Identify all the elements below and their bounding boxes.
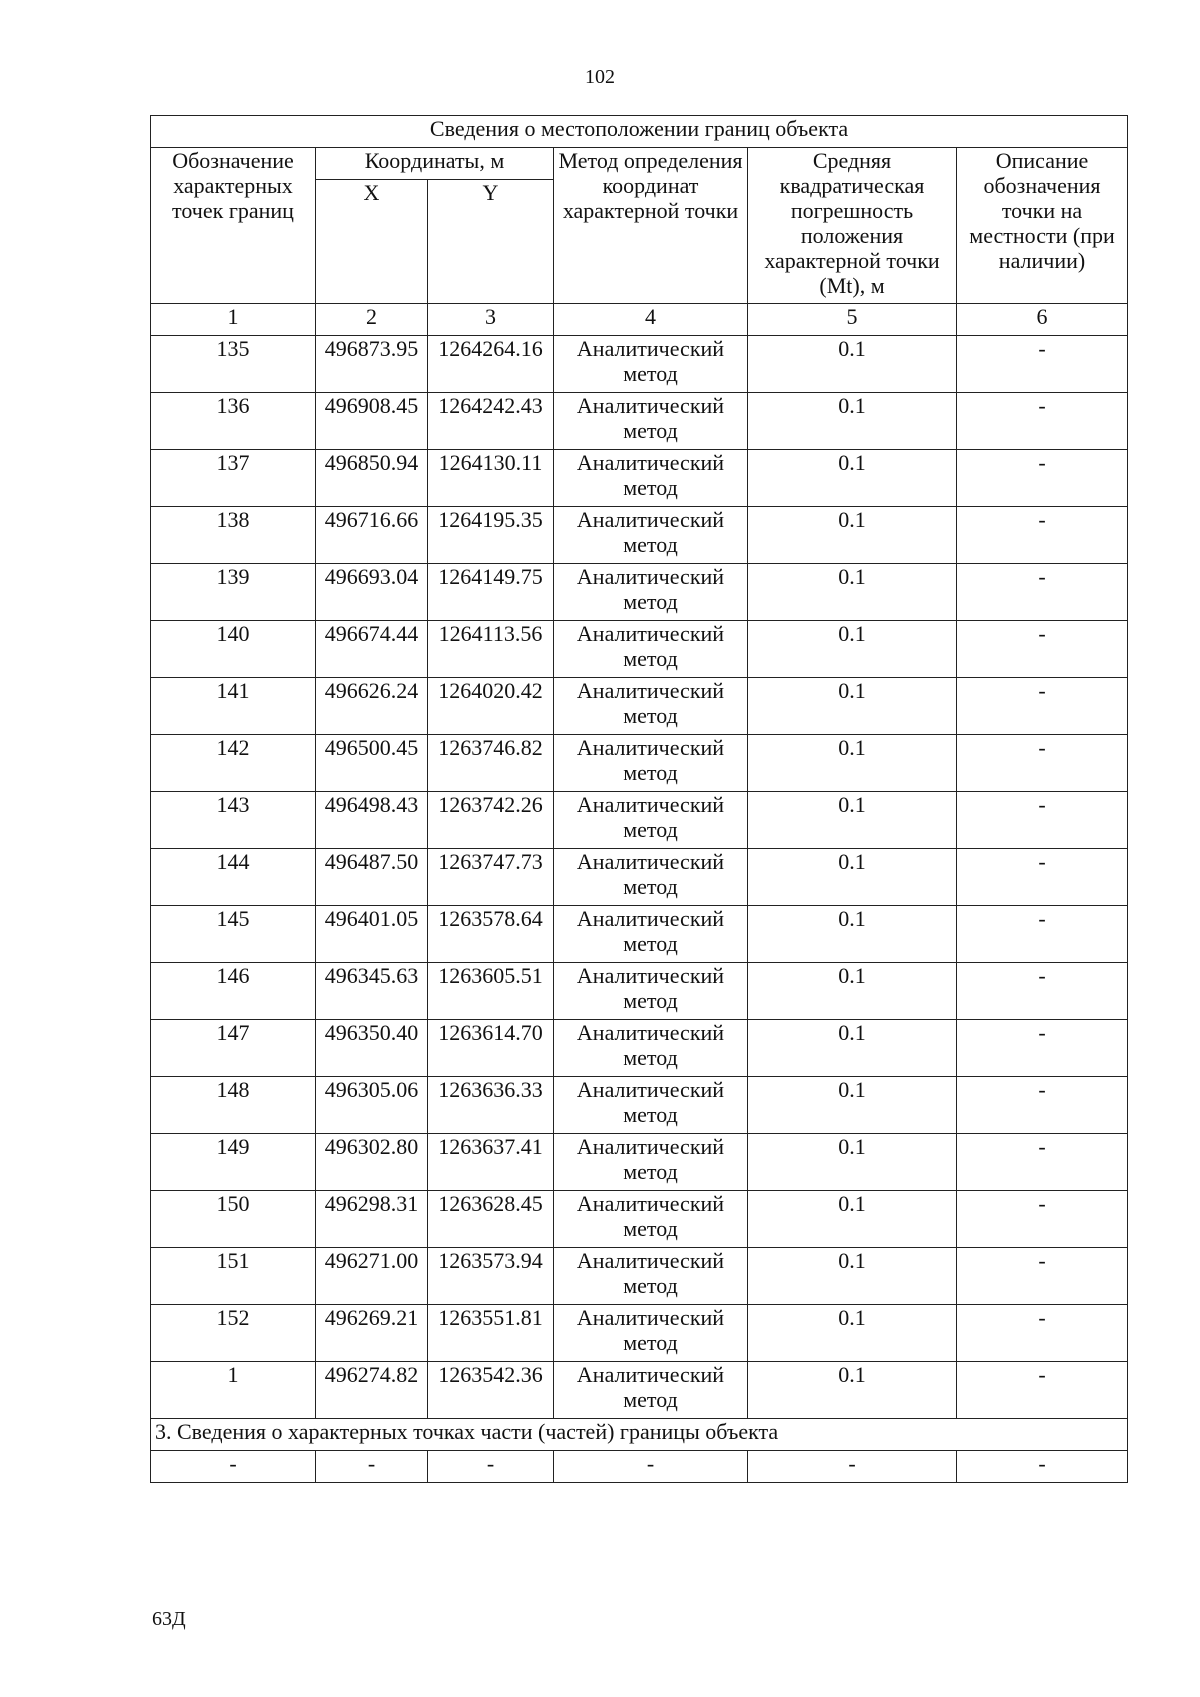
y-coordinate-cell: 1263578.64 bbox=[428, 906, 554, 963]
method-cell: Аналитический метод bbox=[554, 1134, 748, 1191]
y-coordinate-cell: 1264264.16 bbox=[428, 336, 554, 393]
description-cell: - bbox=[957, 963, 1128, 1020]
x-coordinate-cell: 496274.82 bbox=[316, 1362, 428, 1419]
error-cell: 0.1 bbox=[748, 1248, 957, 1305]
point-cell: 137 bbox=[151, 450, 316, 507]
table-row bbox=[151, 1191, 1128, 1248]
header-x: X bbox=[316, 180, 428, 304]
y-coordinate-cell: 1263551.81 bbox=[428, 1305, 554, 1362]
table-row bbox=[151, 792, 1128, 849]
method-cell: Аналитический метод bbox=[554, 1305, 748, 1362]
page-number: 102 bbox=[585, 66, 615, 88]
column-number: 5 bbox=[748, 304, 957, 336]
point-cell: 140 bbox=[151, 621, 316, 678]
method-cell: Аналитический метод bbox=[554, 1077, 748, 1134]
header-coordinates: Координаты, м bbox=[316, 148, 554, 180]
x-coordinate-cell: 496626.24 bbox=[316, 678, 428, 735]
x-coordinate-cell: 496345.63 bbox=[316, 963, 428, 1020]
x-coordinate-cell: 496487.50 bbox=[316, 849, 428, 906]
x-coordinate-cell: 496500.45 bbox=[316, 735, 428, 792]
y-coordinate-cell: 1263637.41 bbox=[428, 1134, 554, 1191]
table-row bbox=[151, 507, 1128, 564]
error-cell: 0.1 bbox=[748, 1020, 957, 1077]
boundary-coordinates-table bbox=[150, 115, 1128, 1483]
error-cell: 0.1 bbox=[748, 336, 957, 393]
table-row bbox=[151, 906, 1128, 963]
header-point: Обозначение характерных точек границ bbox=[151, 148, 316, 304]
description-cell: - bbox=[957, 1305, 1128, 1362]
method-cell: Аналитический метод bbox=[554, 336, 748, 393]
header-method: Метод определения координат характерной точки bbox=[554, 148, 748, 304]
point-cell: 149 bbox=[151, 1134, 316, 1191]
point-cell: 151 bbox=[151, 1248, 316, 1305]
method-cell: Аналитический метод bbox=[554, 792, 748, 849]
error-cell: 0.1 bbox=[748, 792, 957, 849]
method-cell: Аналитический метод bbox=[554, 906, 748, 963]
method-cell: Аналитический метод bbox=[554, 564, 748, 621]
table-cell: - bbox=[957, 1451, 1128, 1483]
table-row bbox=[151, 1248, 1128, 1305]
description-cell: - bbox=[957, 336, 1128, 393]
column-number: 3 bbox=[428, 304, 554, 336]
table-cell: - bbox=[748, 1451, 957, 1483]
method-cell: Аналитический метод bbox=[554, 507, 748, 564]
error-cell: 0.1 bbox=[748, 621, 957, 678]
table-cell: - bbox=[554, 1451, 748, 1483]
section-3-row bbox=[151, 1451, 1128, 1483]
method-cell: Аналитический метод bbox=[554, 450, 748, 507]
error-cell: 0.1 bbox=[748, 1305, 957, 1362]
header-description: Описание обозначения точки на местности (при наличии) bbox=[957, 148, 1128, 304]
method-cell: Аналитический метод bbox=[554, 735, 748, 792]
method-cell: Аналитический метод bbox=[554, 849, 748, 906]
y-coordinate-cell: 1264113.56 bbox=[428, 621, 554, 678]
point-cell: 138 bbox=[151, 507, 316, 564]
column-numbers-row bbox=[151, 304, 1128, 336]
table-title: Сведения о местоположении границ объекта bbox=[151, 116, 1128, 148]
x-coordinate-cell: 496693.04 bbox=[316, 564, 428, 621]
y-coordinate-cell: 1263614.70 bbox=[428, 1020, 554, 1077]
table-row bbox=[151, 735, 1128, 792]
y-coordinate-cell: 1264242.43 bbox=[428, 393, 554, 450]
x-coordinate-cell: 496401.05 bbox=[316, 906, 428, 963]
point-cell: 145 bbox=[151, 906, 316, 963]
description-cell: - bbox=[957, 678, 1128, 735]
point-cell: 147 bbox=[151, 1020, 316, 1077]
error-cell: 0.1 bbox=[748, 906, 957, 963]
x-coordinate-cell: 496873.95 bbox=[316, 336, 428, 393]
description-cell: - bbox=[957, 849, 1128, 906]
error-cell: 0.1 bbox=[748, 849, 957, 906]
point-cell: 148 bbox=[151, 1077, 316, 1134]
footer-code: 63Д bbox=[152, 1608, 186, 1630]
error-cell: 0.1 bbox=[748, 678, 957, 735]
method-cell: Аналитический метод bbox=[554, 1248, 748, 1305]
description-cell: - bbox=[957, 450, 1128, 507]
table-row bbox=[151, 1020, 1128, 1077]
x-coordinate-cell: 496498.43 bbox=[316, 792, 428, 849]
table-cell: - bbox=[428, 1451, 554, 1483]
table-row bbox=[151, 393, 1128, 450]
x-coordinate-cell: 496298.31 bbox=[316, 1191, 428, 1248]
table-row bbox=[151, 450, 1128, 507]
point-cell: 135 bbox=[151, 336, 316, 393]
x-coordinate-cell: 496269.21 bbox=[316, 1305, 428, 1362]
description-cell: - bbox=[957, 792, 1128, 849]
y-coordinate-cell: 1263742.26 bbox=[428, 792, 554, 849]
error-cell: 0.1 bbox=[748, 735, 957, 792]
description-cell: - bbox=[957, 621, 1128, 678]
y-coordinate-cell: 1264149.75 bbox=[428, 564, 554, 621]
description-cell: - bbox=[957, 564, 1128, 621]
description-cell: - bbox=[957, 1191, 1128, 1248]
y-coordinate-cell: 1263747.73 bbox=[428, 849, 554, 906]
point-cell: 141 bbox=[151, 678, 316, 735]
method-cell: Аналитический метод bbox=[554, 678, 748, 735]
description-cell: - bbox=[957, 735, 1128, 792]
column-number: 4 bbox=[554, 304, 748, 336]
header-y: Y bbox=[428, 180, 554, 304]
point-cell: 143 bbox=[151, 792, 316, 849]
y-coordinate-cell: 1264195.35 bbox=[428, 507, 554, 564]
y-coordinate-cell: 1263636.33 bbox=[428, 1077, 554, 1134]
description-cell: - bbox=[957, 507, 1128, 564]
table-cell: - bbox=[151, 1451, 316, 1483]
table-row bbox=[151, 564, 1128, 621]
column-number: 6 bbox=[957, 304, 1128, 336]
error-cell: 0.1 bbox=[748, 1077, 957, 1134]
y-coordinate-cell: 1263573.94 bbox=[428, 1248, 554, 1305]
table-row bbox=[151, 1077, 1128, 1134]
error-cell: 0.1 bbox=[748, 393, 957, 450]
table-row bbox=[151, 1362, 1128, 1419]
description-cell: - bbox=[957, 1248, 1128, 1305]
x-coordinate-cell: 496305.06 bbox=[316, 1077, 428, 1134]
description-cell: - bbox=[957, 1077, 1128, 1134]
y-coordinate-cell: 1263628.45 bbox=[428, 1191, 554, 1248]
method-cell: Аналитический метод bbox=[554, 621, 748, 678]
error-cell: 0.1 bbox=[748, 1191, 957, 1248]
point-cell: 139 bbox=[151, 564, 316, 621]
y-coordinate-cell: 1264020.42 bbox=[428, 678, 554, 735]
method-cell: Аналитический метод bbox=[554, 963, 748, 1020]
point-cell: 136 bbox=[151, 393, 316, 450]
point-cell: 152 bbox=[151, 1305, 316, 1362]
column-number: 2 bbox=[316, 304, 428, 336]
table-row bbox=[151, 336, 1128, 393]
point-cell: 144 bbox=[151, 849, 316, 906]
table-row bbox=[151, 1305, 1128, 1362]
method-cell: Аналитический метод bbox=[554, 1020, 748, 1077]
description-cell: - bbox=[957, 906, 1128, 963]
table-cell: - bbox=[316, 1451, 428, 1483]
x-coordinate-cell: 496908.45 bbox=[316, 393, 428, 450]
error-cell: 0.1 bbox=[748, 564, 957, 621]
y-coordinate-cell: 1263542.36 bbox=[428, 1362, 554, 1419]
section-3-title: 3. Сведения о характерных точках части (частей) границы объекта bbox=[151, 1419, 1128, 1451]
y-coordinate-cell: 1263746.82 bbox=[428, 735, 554, 792]
table-row bbox=[151, 621, 1128, 678]
description-cell: - bbox=[957, 1362, 1128, 1419]
x-coordinate-cell: 496850.94 bbox=[316, 450, 428, 507]
x-coordinate-cell: 496350.40 bbox=[316, 1020, 428, 1077]
table-row bbox=[151, 1134, 1128, 1191]
table-row bbox=[151, 849, 1128, 906]
method-cell: Аналитический метод bbox=[554, 1191, 748, 1248]
x-coordinate-cell: 496302.80 bbox=[316, 1134, 428, 1191]
table-row bbox=[151, 963, 1128, 1020]
error-cell: 0.1 bbox=[748, 963, 957, 1020]
error-cell: 0.1 bbox=[748, 1134, 957, 1191]
method-cell: Аналитический метод bbox=[554, 393, 748, 450]
point-cell: 146 bbox=[151, 963, 316, 1020]
y-coordinate-cell: 1264130.11 bbox=[428, 450, 554, 507]
point-cell: 1 bbox=[151, 1362, 316, 1419]
y-coordinate-cell: 1263605.51 bbox=[428, 963, 554, 1020]
x-coordinate-cell: 496716.66 bbox=[316, 507, 428, 564]
error-cell: 0.1 bbox=[748, 450, 957, 507]
error-cell: 0.1 bbox=[748, 507, 957, 564]
error-cell: 0.1 bbox=[748, 1362, 957, 1419]
point-cell: 150 bbox=[151, 1191, 316, 1248]
table-row bbox=[151, 678, 1128, 735]
x-coordinate-cell: 496674.44 bbox=[316, 621, 428, 678]
method-cell: Аналитический метод bbox=[554, 1362, 748, 1419]
description-cell: - bbox=[957, 1020, 1128, 1077]
point-cell: 142 bbox=[151, 735, 316, 792]
header-error: Средняя квадратическая погрешность положения характерной точки (Mt), м bbox=[748, 148, 957, 304]
description-cell: - bbox=[957, 393, 1128, 450]
x-coordinate-cell: 496271.00 bbox=[316, 1248, 428, 1305]
description-cell: - bbox=[957, 1134, 1128, 1191]
column-number: 1 bbox=[151, 304, 316, 336]
